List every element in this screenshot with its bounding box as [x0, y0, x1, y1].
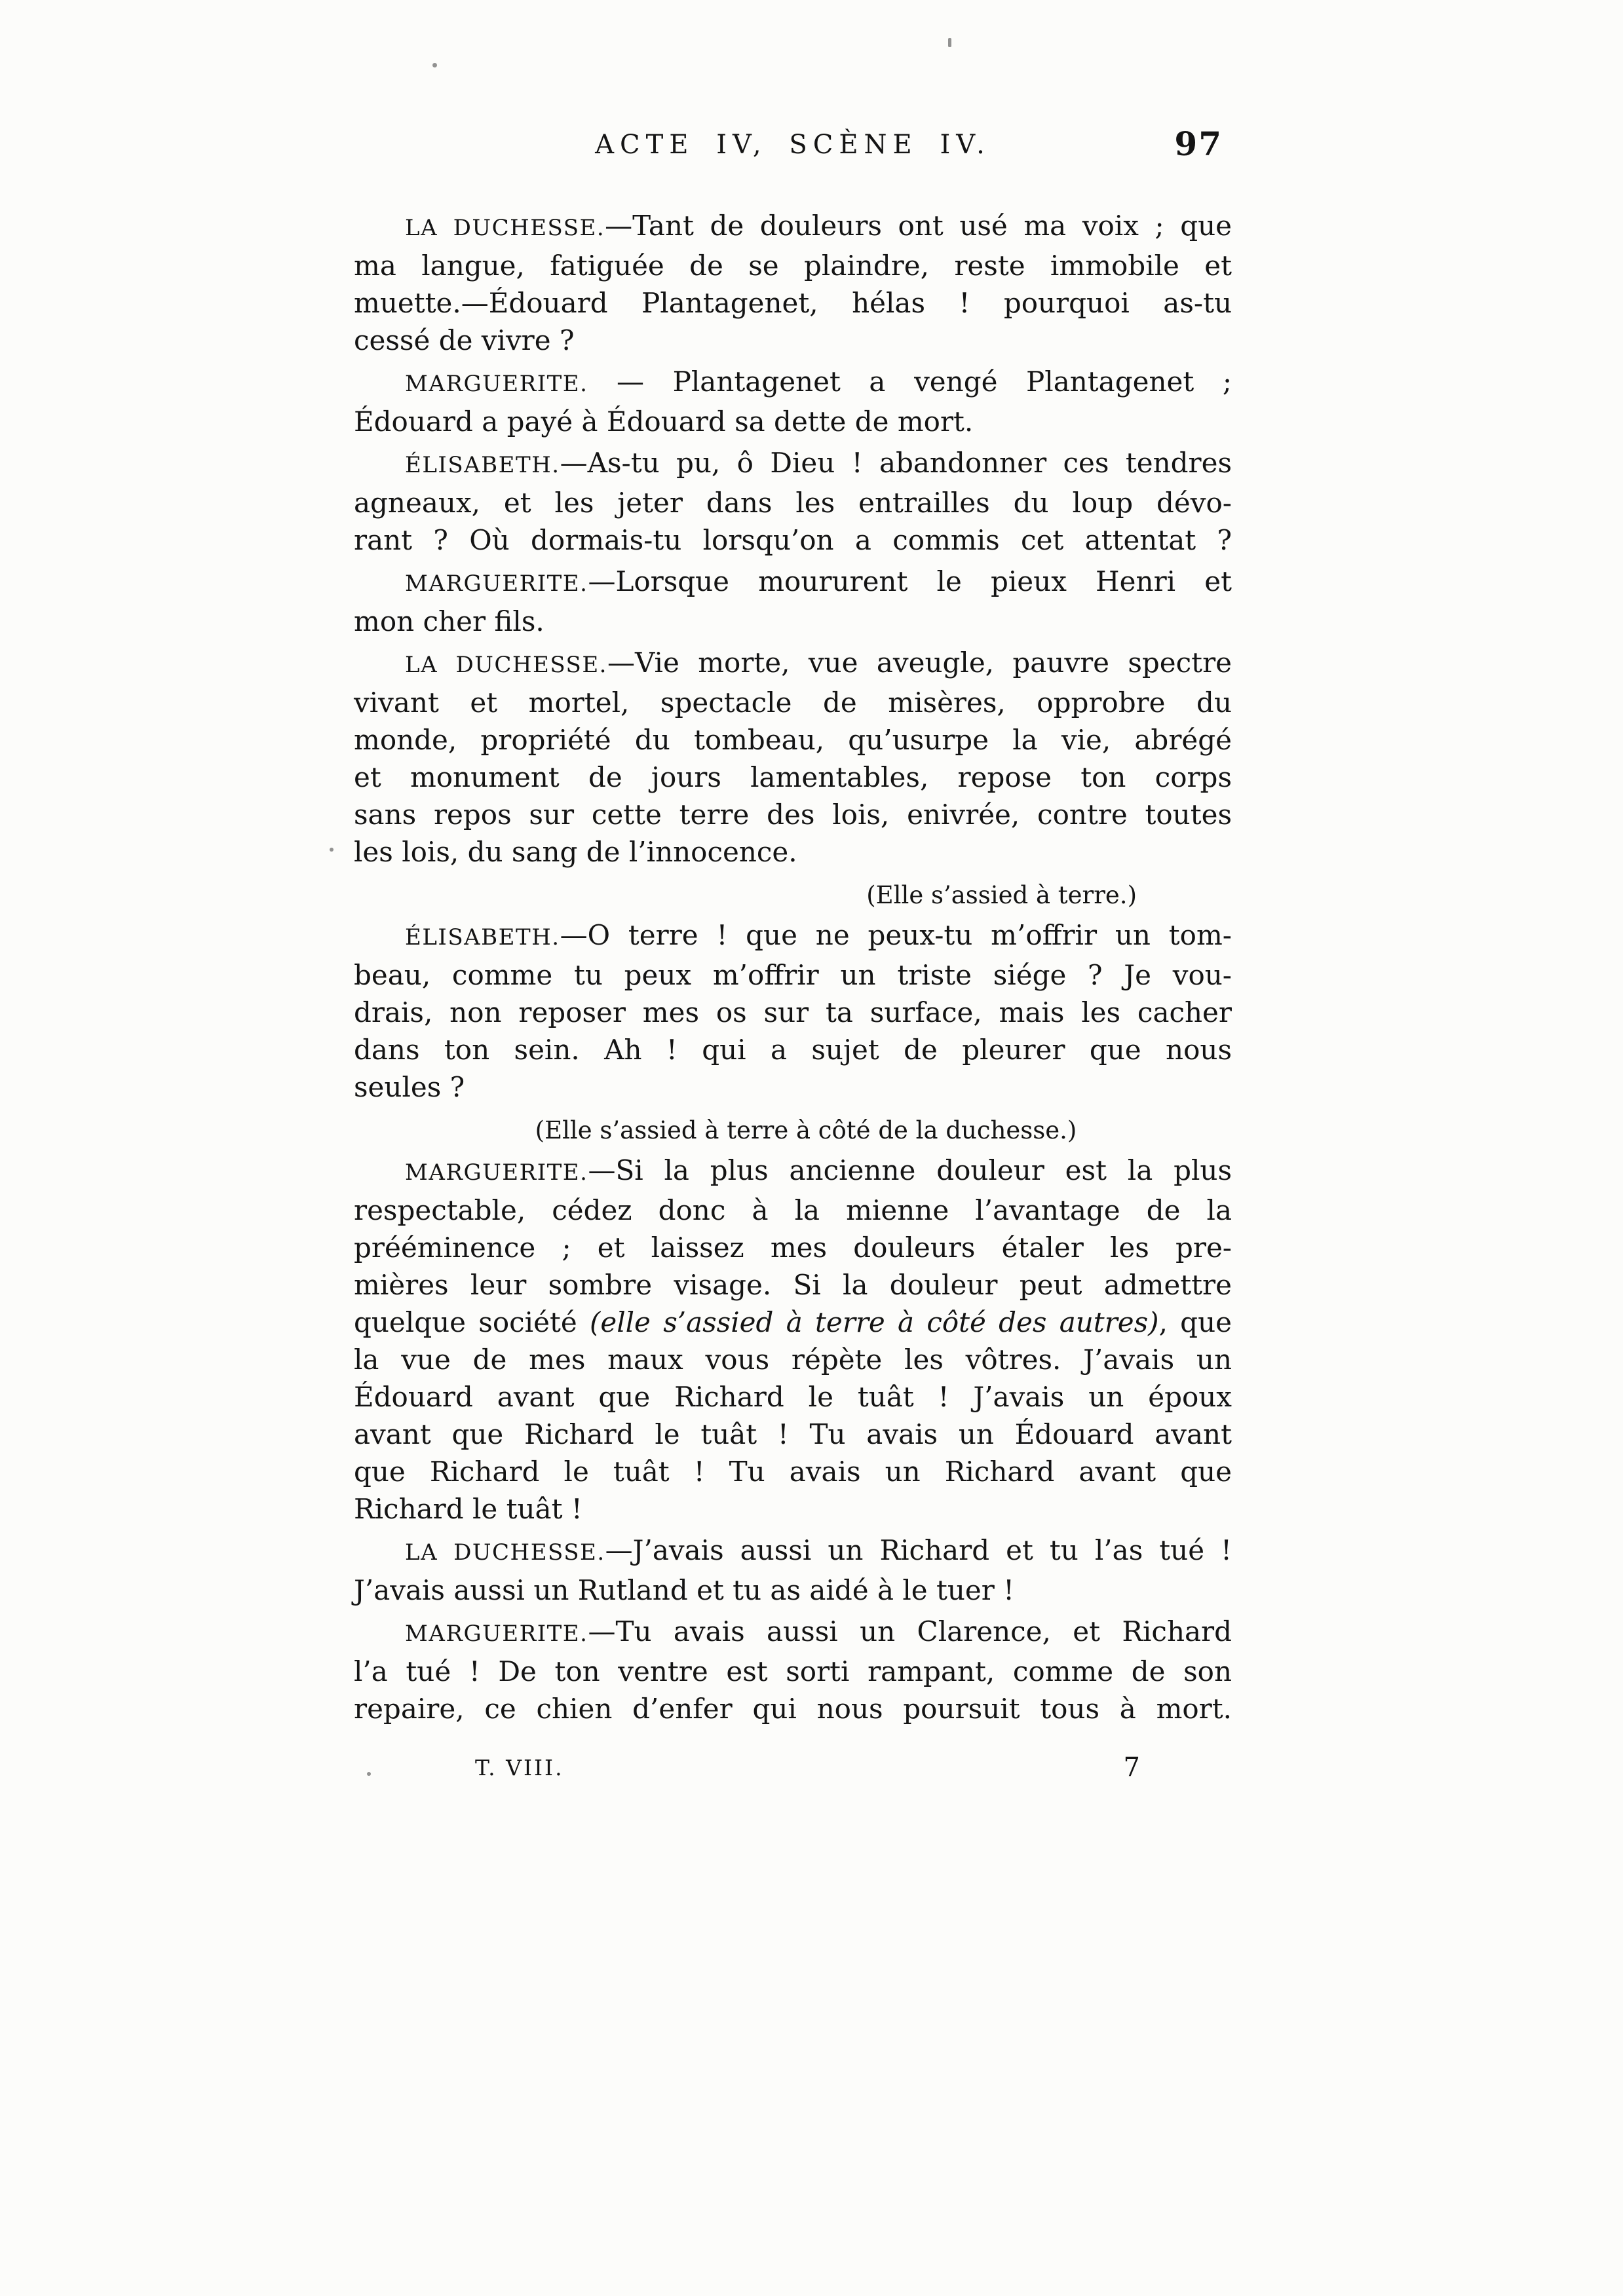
stage-direction: (Elle s’assied à terre à côté de la duchesse.) — [535, 1116, 1077, 1144]
dialogue-line: repaire, ce chien d’enfer qui nous poursuit tous à mort. — [354, 1693, 1232, 1725]
dialogue-line: Richard le tuât ! — [354, 1493, 582, 1525]
dialogue-line: que Richard le tuât ! Tu avais un Richard avant que — [354, 1456, 1232, 1488]
dialogue-line — [354, 1613, 1232, 1653]
dialogue-text: —O terre ! que ne peux-tu m’offrir un tom- — [560, 919, 1232, 951]
dialogue-text: —Lorsque moururent le pieux Henri et — [588, 565, 1232, 597]
dialogue-line: seules ? — [354, 1071, 465, 1103]
dialogue-line: la vue de mes maux vous répète les vôtres. J’avais un — [354, 1344, 1232, 1376]
stage-direction: (Elle s’assied à terre.) — [866, 881, 1137, 909]
dialogue-line: et monument de jours lamentables, repose ton corps — [354, 761, 1232, 793]
dialogue-line: mon cher fils. — [354, 605, 544, 637]
speaker-name: MARGUERITE. — [405, 1159, 588, 1186]
dialogue-text: —As-tu pu, ô Dieu ! abandonner ces tendres — [560, 447, 1232, 479]
speaker-name: ÉLISABETH. — [405, 924, 560, 950]
dialogue-line: cessé de vivre ? — [354, 324, 575, 356]
dialogue-text: —Si la plus ancienne douleur est la plus — [588, 1154, 1232, 1186]
signature-number: 7 — [1123, 1752, 1140, 1782]
dialogue-paragraph — [354, 363, 1232, 440]
dialogue-line — [354, 563, 1232, 603]
dialogue-paragraph — [354, 644, 1232, 871]
dialogue-paragraph — [354, 1152, 1232, 1528]
page-footer — [354, 1752, 1232, 1784]
dialogue-line: avant que Richard le tuât ! Tu avais un Édouard avant — [354, 1418, 1232, 1450]
speaker-name: MARGUERITE. — [405, 371, 588, 397]
dialogue-line: vivant et mortel, spectacle de misères, opprobre du — [354, 687, 1232, 719]
dialogue-line: l’a tué ! De ton ventre est sorti rampant, comme de son — [354, 1655, 1232, 1687]
text-block — [354, 124, 1232, 1784]
volume-mark: T. VIII. — [475, 1755, 564, 1780]
dialogue-paragraph — [354, 1613, 1232, 1727]
dialogue-line — [354, 644, 1232, 684]
dialogue-line: beau, comme tu peux m’offrir un triste siége ? Je vou- — [354, 959, 1232, 991]
dialogue-line-with-inline-direction — [354, 1304, 1232, 1341]
dialogue-line: J’avais aussi un Rutland et tu as aidé à le tuer ! — [354, 1574, 1015, 1606]
dialogue-text: , que — [1158, 1306, 1232, 1338]
dialogue-paragraph — [354, 563, 1232, 640]
dialogue-paragraph — [354, 207, 1232, 359]
scan-speck — [330, 848, 334, 852]
scan-speck — [948, 38, 951, 47]
running-head — [354, 124, 1232, 172]
speaker-name: LA DUCHESSE. — [405, 215, 605, 241]
dialogue-line: Édouard a payé à Édouard sa dette de mort. — [354, 405, 974, 438]
speaker-name: LA DUCHESSE. — [405, 1539, 605, 1566]
dialogue-line: dans ton sein. Ah ! qui a sujet de pleurer que nous — [354, 1034, 1232, 1066]
scan-speck — [432, 63, 437, 67]
speaker-name: ÉLISABETH. — [405, 452, 560, 478]
dialogue-text: quelque société — [354, 1306, 590, 1338]
page-title: ACTE IV, SCÈNE IV. — [595, 130, 991, 160]
dialogue-line: monde, propriété du tombeau, qu’usurpe la vie, abrégé — [354, 724, 1232, 756]
dialogue-line: muette.—Édouard Plantagenet, hélas ! pourquoi as-tu — [354, 287, 1232, 319]
dialogue-paragraph — [354, 1532, 1232, 1609]
dialogue-paragraph — [354, 916, 1232, 1106]
dialogue-line — [354, 916, 1232, 956]
page-number: 97 — [1174, 124, 1223, 163]
dialogue-paragraph — [354, 444, 1232, 559]
inline-stage-direction: (elle s’assied à terre à côté des autres) — [589, 1306, 1159, 1338]
dialogue-line: respectable, cédez donc à la mienne l’avantage de la — [354, 1194, 1232, 1226]
speaker-name: LA DUCHESSE. — [405, 652, 607, 678]
dialogue-line: rant ? Où dormais-tu lorsqu’on a commis cet attentat ? — [354, 524, 1232, 556]
dialogue-text: —J’avais aussi un Richard et tu l’as tué ! — [605, 1534, 1232, 1566]
dialogue-text: —Tant de douleurs ont usé ma voix ; que — [605, 210, 1232, 242]
dialogue-line: sans repos sur cette terre des lois, enivrée, contre toutes — [354, 799, 1232, 831]
speaker-name: MARGUERITE. — [405, 1621, 588, 1647]
dialogue-line — [354, 1152, 1232, 1192]
dialogue-text: —Tu avais aussi un Clarence, et Richard — [588, 1615, 1232, 1647]
dialogue-line — [354, 1532, 1232, 1571]
dialogue-line: Édouard avant que Richard le tuât ! J’avais un époux — [354, 1381, 1232, 1413]
dialogue-line: prééminence ; et laissez mes douleurs étaler les pre- — [354, 1232, 1232, 1264]
dialogue-text: —Vie morte, vue aveugle, pauvre spectre — [607, 647, 1232, 679]
dialogue-line: ma langue, fatiguée de se plaindre, reste immobile et — [354, 250, 1232, 282]
dialogue-line: mières leur sombre visage. Si la douleur peut admettre — [354, 1269, 1232, 1301]
dialogue-line: agneaux, et les jeter dans les entrailles du loup dévo- — [354, 487, 1232, 519]
dialogue-line — [354, 363, 1232, 403]
dialogue-line: drais, non reposer mes os sur ta surface, mais les cacher — [354, 996, 1232, 1028]
dialogue-line — [354, 207, 1232, 247]
dialogue-line — [354, 444, 1232, 484]
speaker-name: MARGUERITE. — [405, 571, 588, 597]
dialogue-line: les lois, du sang de l’innocence. — [354, 836, 797, 868]
dialogue-text: — Plantagenet a vengé Plantagenet ; — [588, 366, 1232, 398]
